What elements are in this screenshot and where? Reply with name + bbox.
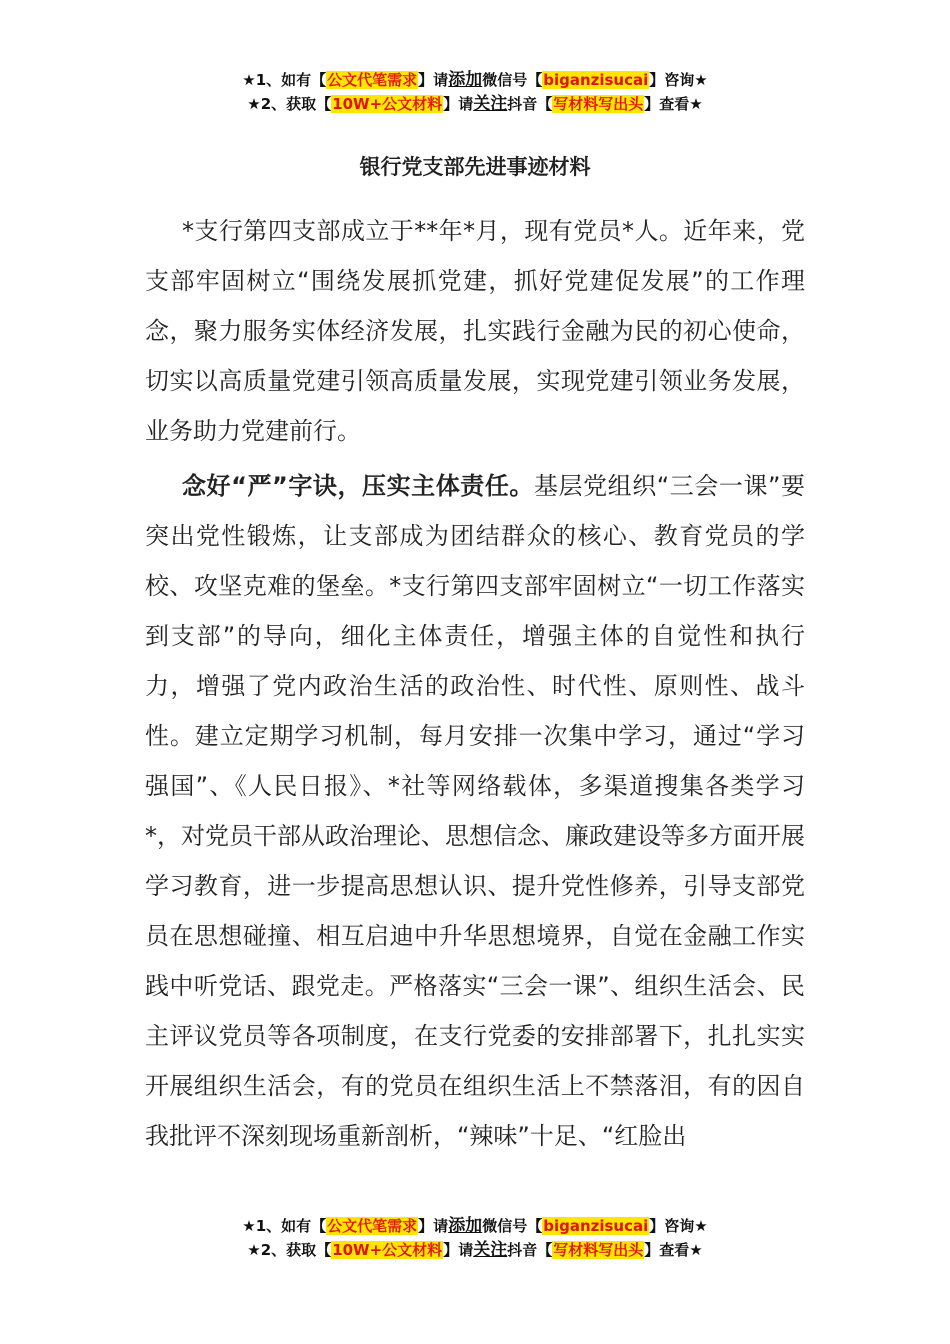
document-title: 银行党支部先进事迹材料 <box>359 155 591 179</box>
highlight-service: 公文代笔需求 <box>327 1217 418 1235</box>
document-body <box>145 206 805 1161</box>
underline-follow: 关注 <box>473 94 508 114</box>
highlight-materials: 10W+公文材料 <box>332 1241 443 1259</box>
highlight-wechat-id: biganzisucai <box>543 71 649 89</box>
underline-add: 添加 <box>448 1216 483 1236</box>
highlight-service: 公文代笔需求 <box>327 71 418 89</box>
underline-follow: 关注 <box>473 1240 508 1260</box>
paragraph-strict <box>145 461 805 1161</box>
highlight-douyin-id: 写材料写出头 <box>553 1241 644 1259</box>
highlight-materials: 10W+公文材料 <box>332 95 443 113</box>
banner-line-1: ★1、如有【公文代笔需求】请添加微信号【biganzisucai】咨询★ <box>242 70 708 90</box>
footer-banner <box>0 1214 950 1262</box>
highlight-wechat-id: biganzisucai <box>543 1217 649 1235</box>
paragraph-strict-body: 基层党组织“三会一课”要突出党性锻炼，让支部成为团结群众的核心、教育党员的学校、攻坚克难的堡垒。*支行第四支部牢固树立“一切工作落实到支部”的导向，细化主体责任，增强主体的自觉性和执行力，增强了党内政治生活的政治性、时代性、原则性、战斗性。建立定期学习机制，每月安排一次集中学习，通过“学习强国”、《人民日报》、*社等网络载体，多渠道搜集各类学习*，对党员干部从政治理论、思想信念、廉政建设等多方面开展学习教育，进一步提高思想认识、提升党性修养，引导支部党员在思想碰撞、相互启迪中升华思想境界，自觉在金融工作实践中听党话、跟党走。严格落实“三会一课”、组织生活会、民主评议党员等各项制度，在支行党委的安排部署下，扎扎实实开展组织生活会，有的党员在组织生活上不禁落泪，有的因自我批评不深刻现场重新剖析，“辣味”十足、“红脸出 <box>145 472 806 1150</box>
paragraph-intro: *支行第四支部成立于**年*月，现有党员*人。近年来，党支部牢固树立“围绕发展抓党建，抓好党建促发展”的工作理念，聚力服务实体经济发展，扎实践行金融为民的初心使命，切实以高质量党建引领高质量发展，实现党建引领业务发展，业务助力党建前行。 <box>145 217 805 445</box>
highlight-douyin-id: 写材料写出头 <box>553 95 644 113</box>
banner-line-2: ★2、获取【10W+公文材料】请关注抖音【写材料写出头】查看★ <box>247 94 703 114</box>
footer-banner-line-2: ★2、获取【10W+公文材料】请关注抖音【写材料写出头】查看★ <box>247 1240 703 1260</box>
header-banner <box>0 68 950 116</box>
footer-banner-line-1: ★1、如有【公文代笔需求】请添加微信号【biganzisucai】咨询★ <box>242 1216 708 1236</box>
underline-add: 添加 <box>448 70 483 90</box>
paragraph-lead-heading: 念好“严”字诀，压实主体责任。 <box>182 472 534 500</box>
